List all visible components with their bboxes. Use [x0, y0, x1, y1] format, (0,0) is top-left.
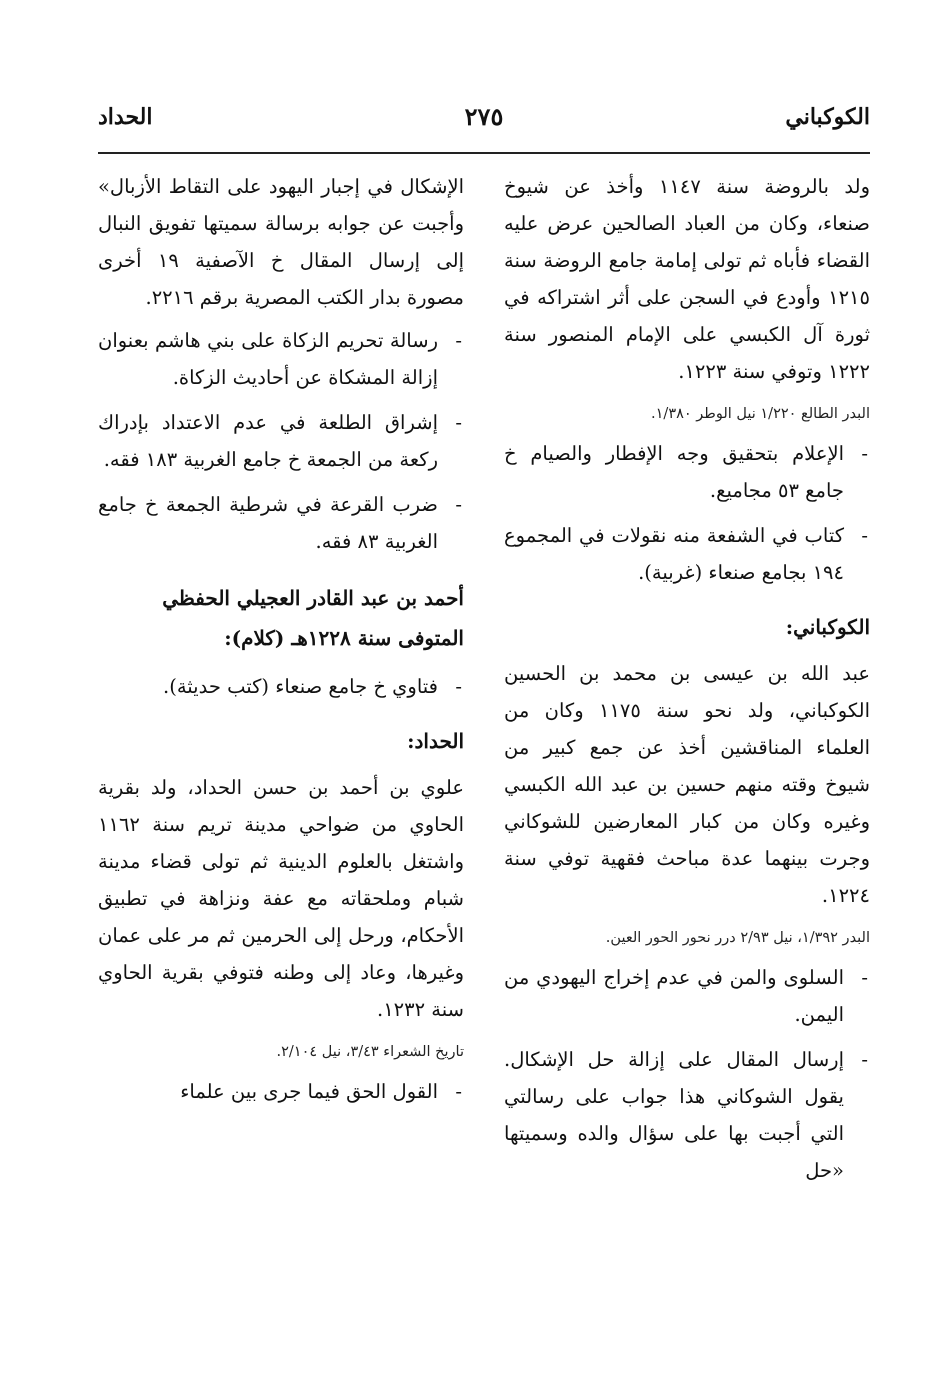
entry-heading: الحداد:: [407, 729, 464, 753]
entry-heading: الكوكباني:: [785, 615, 870, 639]
source-note: تاريخ الشعراء ٣/٤٣، نيل ٢/١٠٤.: [276, 1044, 464, 1060]
header-rule: [98, 152, 870, 154]
running-head-left: الحداد: [98, 104, 153, 130]
work-item: - ضرب القرعة في شرطية الجمعة خ جامع الغربية ٨٣ فقه.: [98, 486, 464, 560]
work-item: - فتاوي خ جامع صنعاء (كتب حديثة).: [98, 668, 464, 705]
right-column: [504, 168, 870, 1197]
work-item: - الإعلام بتحقيق وجه الإفطار والصيام خ جامع ٥٣ مجاميع.: [504, 435, 870, 509]
work-item: - رسالة تحريم الزكاة على بني هاشم بعنوان إزالة المشكاة عن أحاديث الزكاة.: [98, 322, 464, 396]
entry-heading: أحمد بن عبد القادر العجيلي الحفظي المتوفى سنة ١٢٢٨هـ (كلام):: [162, 586, 464, 650]
bio-paragraph: عبد الله بن عيسى بن محمد بن الحسين الكوكباني، ولد نحو سنة ١١٧٥ وكان من العلماء المناقشين أخذ عن جمع كبير من شيوخ وقته منهم حسين بن عبد الله الكبسي وغيره وكان من كبار المعارضين للشوكاني وجرت بينهما عدة مباحث فقهية توفي سنة ١٢٢٤.: [504, 662, 870, 907]
work-item: - القول الحق فيما جرى بين علماء: [98, 1073, 464, 1110]
page-number: ٢٧٥: [464, 102, 504, 131]
bio-paragraph: علوي بن أحمد بن حسن الحداد، ولد بقرية الحاوي من ضواحي مدينة تريم سنة ١١٦٢ واشتغل بالعلوم الدينية ثم تولى قضاء مدينة شبام وملحقاته مع عفة ونزاهة في تطبيق الأحكام، ورحل إلى الحرمين ثم مر على عمان وغيرها، وعاد إلى وطنه فتوفي بقرية الحاوي سنة ١٢٣٢.: [98, 776, 464, 1021]
work-item: - إشراق الطلعة في عدم الاعتداد بإدراك ركعة من الجمعة خ جامع الغربية ١٨٣ فقه.: [98, 404, 464, 478]
work-item: - السلوى والمن في عدم إخراج اليهودي من اليمن.: [504, 959, 870, 1033]
work-item: - إرسال المقال على إزالة حل الإشكال. يقول الشوكاني هذا جواب على رسالتي التي أجبت بها على سؤال والده وسميتها «حل: [504, 1041, 870, 1189]
continuation-paragraph: الإشكال في إجبار اليهود على التقاط الأزبال» وأجبت عن جوابه برسالة سميتها تفويق النبال إلى إرسال المقال خ الآصفية ١٩ أخرى مصورة بدار الكتب المصرية برقم ٢٢١٦.: [98, 175, 464, 309]
source-note: البدر الطالع ١/٢٢٠ نيل الوطر ١/٣٨٠.: [651, 406, 870, 422]
left-column: [98, 168, 464, 1118]
intro-paragraph: ولد بالروضة سنة ١١٤٧ وأخذ عن شيوخ صنعاء، وكان من العباد الصالحين عرض عليه القضاء فأباه ثم تولى إمامة جامع الروضة سنة ١٢١٥ وأودع في السجن على أثر اشتراكه في ثورة آل الكبسي على الإمام المنصور سنة ١٢٢٢ وتوفي سنة ١٢٢٣.: [504, 175, 870, 383]
page-header: [98, 104, 870, 144]
source-note: البدر ١/٣٩٢، نيل ٢/٩٣ درر نحور الحور العين.: [605, 930, 870, 946]
running-head-right: الكوكباني: [785, 104, 870, 130]
work-item: - كتاب في الشفعة منه نقولات في المجموع ١٩٤ بجامع صنعاء (غربية).: [504, 517, 870, 591]
